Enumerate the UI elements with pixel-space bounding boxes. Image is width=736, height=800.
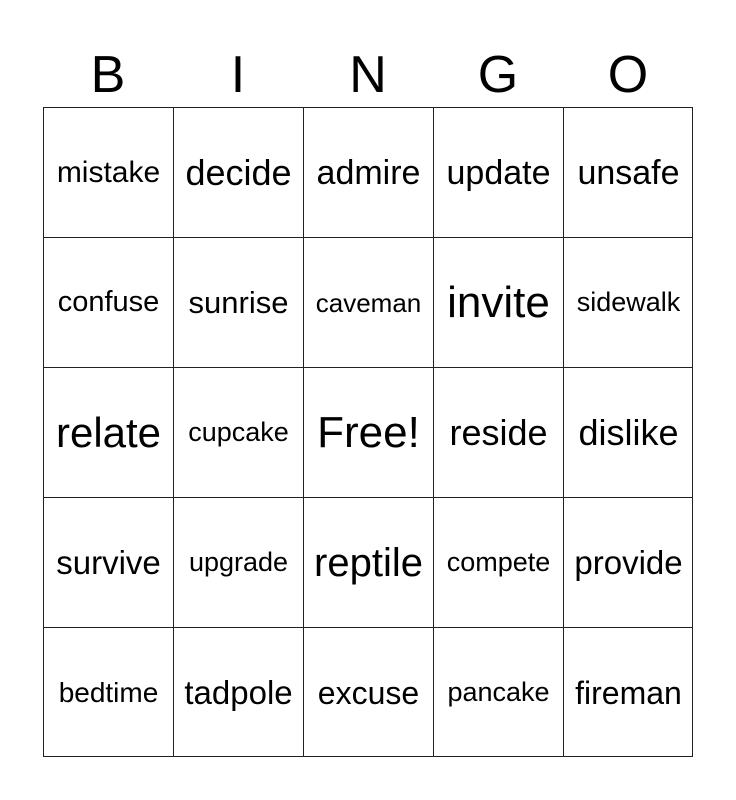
bingo-cell: compete bbox=[433, 497, 563, 627]
bingo-cell: survive bbox=[43, 497, 173, 627]
bingo-cell: mistake bbox=[43, 107, 173, 237]
free-space-cell: Free! bbox=[303, 367, 433, 497]
bingo-cell: pancake bbox=[433, 627, 563, 757]
bingo-cell: fireman bbox=[563, 627, 693, 757]
header-letter-n: N bbox=[349, 46, 387, 104]
header-letter-i: I bbox=[230, 46, 246, 104]
bingo-board bbox=[43, 107, 693, 757]
bingo-cell: relate bbox=[43, 367, 173, 497]
bingo-cell: admire bbox=[303, 107, 433, 237]
bingo-cell: cupcake bbox=[173, 367, 303, 497]
bingo-cell: excuse bbox=[303, 627, 433, 757]
bingo-cell: bedtime bbox=[43, 627, 173, 757]
bingo-cell: sidewalk bbox=[563, 237, 693, 367]
bingo-cell: unsafe bbox=[563, 107, 693, 237]
bingo-cell: invite bbox=[433, 237, 563, 367]
bingo-cell: confuse bbox=[43, 237, 173, 367]
bingo-cell: sunrise bbox=[173, 237, 303, 367]
bingo-cell: tadpole bbox=[173, 627, 303, 757]
header-letter-o: O bbox=[607, 46, 649, 104]
bingo-header bbox=[43, 44, 693, 106]
header-letter-g: G bbox=[477, 46, 519, 104]
bingo-cell: update bbox=[433, 107, 563, 237]
header-letter-b: B bbox=[90, 46, 126, 104]
bingo-cell: caveman bbox=[303, 237, 433, 367]
bingo-cell: decide bbox=[173, 107, 303, 237]
bingo-cell: upgrade bbox=[173, 497, 303, 627]
bingo-cell: dislike bbox=[563, 367, 693, 497]
bingo-cell: provide bbox=[563, 497, 693, 627]
bingo-cell: reside bbox=[433, 367, 563, 497]
bingo-cell: reptile bbox=[303, 497, 433, 627]
